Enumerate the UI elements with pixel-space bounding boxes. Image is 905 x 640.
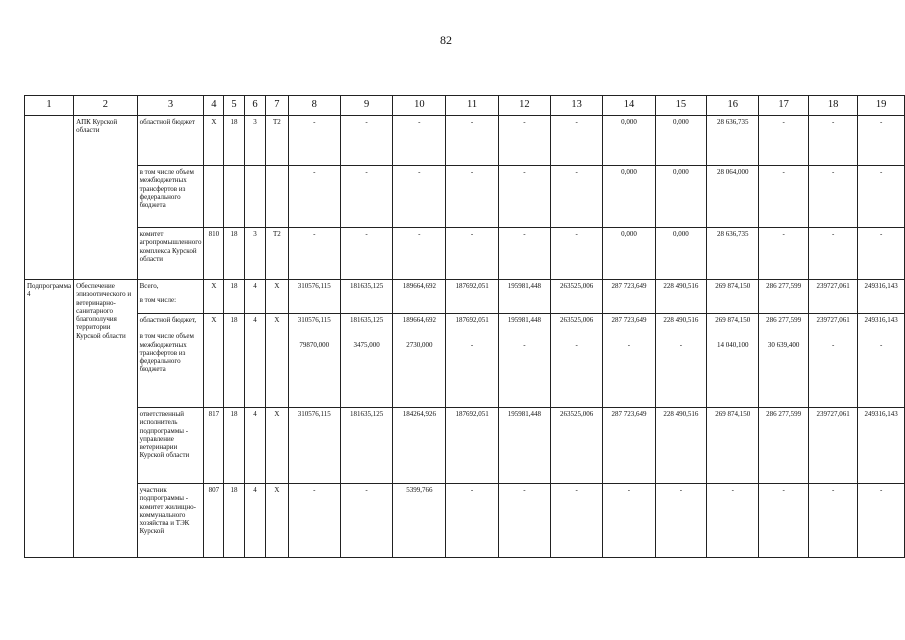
value-line: - [627,341,631,350]
value-cell: - [446,484,498,558]
table-row [25,484,905,558]
value-cell: - [858,116,905,166]
value-cell [707,314,759,408]
value-cell: - [498,166,550,228]
header-cell: 7 [266,96,289,116]
code-cell: X [204,116,224,166]
code-cell: 810 [204,228,224,280]
header-row [25,96,905,116]
value-line: 79870,000 [299,341,330,350]
page-number: 82 [440,33,452,47]
value-cell: 286 277,599 [759,408,809,484]
code-cell: 3 [244,116,265,166]
value-cell: - [446,228,498,280]
value-cell: - [446,116,498,166]
value-cell: 287 723,649 [603,408,655,484]
code-cell: 4 [244,314,265,408]
table-row [25,228,905,280]
value-line: 14 040,100 [716,341,749,350]
value-cell: - [393,116,446,166]
value-cell: - [551,484,603,558]
code-cell: X [266,280,289,314]
code-cell: X [204,314,224,408]
value-line: 286 277,599 [766,316,802,324]
header-cell: 15 [655,96,706,116]
value-line: - [523,341,526,350]
table-row [25,314,905,408]
value-cell: 249316,143 [858,280,905,314]
value-cell [808,314,857,408]
value-cell: 249316,143 [858,408,905,484]
value-cell [340,314,392,408]
value-cell: - [655,484,706,558]
value-cell: 5399,766 [393,484,446,558]
col1-cell [25,116,74,280]
code-cell: 18 [224,408,245,484]
header-cell: 5 [224,96,245,116]
header-cell: 9 [340,96,392,116]
header-cell: 12 [498,96,550,116]
code-cell [266,166,289,228]
value-cell [393,314,446,408]
value-cell: - [759,484,809,558]
subprogram-label-cell: Подпрограмма 4 [25,280,74,558]
value-cell: - [288,166,340,228]
value-line: 310576,115 [297,316,331,324]
code-cell: X [204,280,224,314]
header-cell: 17 [759,96,809,116]
value-line: 187692,051 [455,316,489,324]
budget-table [24,95,905,558]
value-cell: - [759,116,809,166]
value-cell: - [551,228,603,280]
funding-source-line: Всего, [139,282,159,290]
funding-source-cell: участник подпрограммы - комитет жилищно-коммунального хозяйства и ТЭК Курской [137,484,204,558]
header-cell: 10 [393,96,446,116]
value-cell [288,314,340,408]
value-cell: 181635,125 [340,408,392,484]
code-cell: 4 [244,280,265,314]
value-cell: 310576,115 [288,408,340,484]
value-cell: - [393,228,446,280]
header-cell: 6 [244,96,265,116]
value-cell: 28 636,735 [707,116,759,166]
value-line: - [470,341,474,350]
funding-source-line: областной бюджет, [139,316,197,324]
code-cell: 4 [244,408,265,484]
value-cell [551,314,603,408]
table-row [25,280,905,314]
value-cell: 228 490,516 [655,408,706,484]
value-cell: - [858,166,905,228]
value-line: 269 874,150 [715,316,751,324]
value-line: 228 490,516 [663,316,699,324]
value-cell: - [340,166,392,228]
funding-source-cell: комитет агропромышленного комплекса Курской области [137,228,204,280]
value-cell: 263525,006 [551,280,603,314]
header-cell: 14 [603,96,655,116]
value-cell: - [551,116,603,166]
funding-source-cell: областной бюджет [137,116,204,166]
value-cell: - [393,166,446,228]
value-cell: - [288,116,340,166]
value-cell: - [446,166,498,228]
value-cell [858,314,905,408]
funding-source-cell [137,280,204,314]
value-cell: - [288,228,340,280]
code-cell: 3 [244,228,265,280]
value-cell: 269 874,150 [707,408,759,484]
code-cell: 817 [204,408,224,484]
value-cell: 195981,448 [498,280,550,314]
code-cell: 18 [224,116,245,166]
value-cell: - [707,484,759,558]
value-cell: - [808,166,857,228]
value-cell: 286 277,599 [759,280,809,314]
value-cell: - [340,116,392,166]
value-cell: - [759,228,809,280]
value-line: 181635,125 [349,316,384,324]
code-cell: 18 [224,314,245,408]
code-cell: X [266,314,289,408]
value-line: 195981,448 [507,316,541,324]
code-cell [244,166,265,228]
value-cell [759,314,809,408]
value-cell: 269 874,150 [707,280,759,314]
value-line: - [880,341,883,350]
table-row [25,166,905,228]
header-cell: 2 [74,96,138,116]
value-cell: 239727,061 [808,408,857,484]
value-cell: - [858,484,905,558]
value-cell: 0,000 [603,166,655,228]
code-cell: 4 [244,484,265,558]
funding-source-cell: в том числе объем межбюджетных трансфертов из федерального бюджета [137,166,204,228]
header-cell: 1 [25,96,74,116]
header-cell: 8 [288,96,340,116]
value-cell: - [340,228,392,280]
value-line: 287 723,649 [611,316,647,324]
value-cell: - [603,484,655,558]
value-line: - [831,341,835,350]
code-cell [204,166,224,228]
value-cell [655,314,706,408]
value-cell: - [498,484,550,558]
value-cell: 310576,115 [288,280,340,314]
code-cell: X [266,484,289,558]
value-line: 3475,000 [353,341,380,350]
value-cell [498,314,550,408]
code-cell: 18 [224,484,245,558]
code-cell: 18 [224,228,245,280]
value-cell: - [551,166,603,228]
code-cell: X [266,408,289,484]
code-cell: Т2 [266,116,289,166]
header-cell: 16 [707,96,759,116]
value-cell: 28 064,000 [707,166,759,228]
funding-source-cell [137,314,204,408]
value-line: 249316,143 [864,316,898,324]
value-line: - [679,341,683,350]
value-cell: - [759,166,809,228]
value-cell: 239727,061 [808,280,857,314]
code-cell: 807 [204,484,224,558]
value-cell: 189664,692 [393,280,446,314]
value-line: 189664,692 [402,316,436,324]
measure-name-cell: АПК Курской области [74,116,138,280]
value-cell: - [340,484,392,558]
value-line: - [575,341,578,350]
value-cell: 0,000 [603,116,655,166]
header-cell: 18 [808,96,857,116]
value-cell: 228 490,516 [655,280,706,314]
value-cell: - [808,228,857,280]
value-cell: 187692,051 [446,280,498,314]
value-cell: 28 636,735 [707,228,759,280]
value-cell: 181635,125 [340,280,392,314]
table-row [25,408,905,484]
code-cell [224,166,245,228]
value-cell: 263525,006 [551,408,603,484]
value-cell: 0,000 [603,228,655,280]
funding-source-cell: ответственный исполнитель подпрограммы - управление ветеринарии Курской области [137,408,204,484]
value-cell: 0,000 [655,228,706,280]
value-cell: 184264,926 [393,408,446,484]
header-cell: 13 [551,96,603,116]
value-line: 263525,006 [560,316,594,324]
header-cell: 19 [858,96,905,116]
value-cell: - [808,116,857,166]
measure-name-cell: Обеспечение эпизоотического и ветеринарно-санитарного благополучия территории Курской области [74,280,138,558]
value-cell: - [498,228,550,280]
funding-source-line: в том числе: [139,296,177,305]
funding-source-line: в том числе объем межбюджетных трансфертов из федерального бюджета [139,332,194,374]
value-cell: - [858,228,905,280]
table-row [25,116,905,166]
value-cell: - [498,116,550,166]
value-line: 30 639,400 [767,341,800,350]
value-cell: - [808,484,857,558]
value-cell: 287 723,649 [603,280,655,314]
value-cell: 0,000 [655,166,706,228]
value-cell: 195981,448 [498,408,550,484]
header-cell: 11 [446,96,498,116]
value-cell: - [288,484,340,558]
value-cell [603,314,655,408]
code-cell: 18 [224,280,245,314]
value-line: 239727,061 [816,316,850,324]
header-cell: 4 [204,96,224,116]
value-line: 2730,000 [406,341,433,350]
value-cell: 0,000 [655,116,706,166]
value-cell: 187692,051 [446,408,498,484]
code-cell: Т2 [266,228,289,280]
header-cell: 3 [137,96,204,116]
value-cell [446,314,498,408]
